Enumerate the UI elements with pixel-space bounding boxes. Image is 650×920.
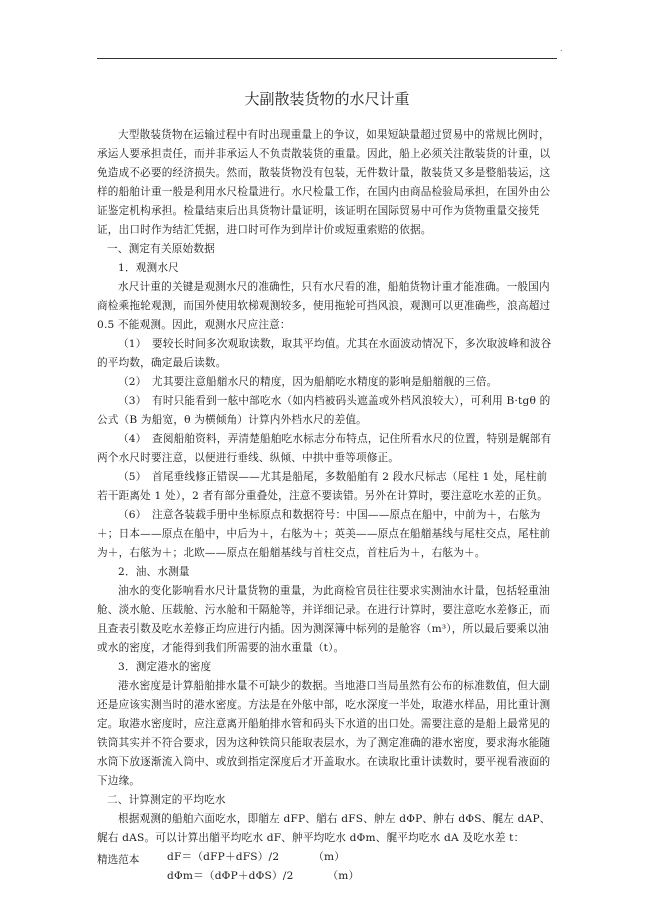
formula-2-unit: （m） — [327, 870, 360, 882]
paragraph-3: 港水密度是计算船舶排水量不可缺少的数据。当地港口当局虽然有公布的标准数值，但大副还是应该实测当时的港水密度。方法是在外舷中部，吃水深度一半处，取港水样品，用比重计测定。取港水密度时，应注意离开船舶排水管和码头下水道的出口处。需要注意的是船上最常见的铁筒其实并不符合要求，因为这种铁筒只能取表层水，为了测定准确的港水密度，要求海水能随水筒下放逐渐流入筒中、或放到指定深度后才开盖取水。在读取比重计读数时，要平视看液面的下边缘。 — [97, 680, 551, 787]
formula-1-expression: dF＝（dFP＋dFS）/2 — [167, 851, 280, 863]
section-heading-1: 一、测定有关原始数据 — [107, 243, 215, 255]
paragraph-1: 水尺计重的关键是观测水尺的准确性，只有水尺看的准，船舶货物计重才能准确。一般国内商检乘拖轮观测，而国外使用软梯观测较多，使用拖轮可挡风浪，观测可以更准确些，浪高超过 0.5 不能观测。因此，观测水尺应注意： — [97, 281, 551, 331]
subsection-heading-3: 3．测定港水的密度 — [118, 661, 212, 673]
paragraph-2: 油水的变化影响看水尺计量货物的重量，为此商检官员往往要求实测油水计量，包括轻重油舱、淡水舱、压载舱、污水舱和干隔舱等，并详细记录。在进行计算时，要注意吃水差修正，而且查表引数及吃水差修正均应进行内插。因为测深簿中标列的是舱容（m³），所以最后要乘以油或水的密度，才能得到我们所需要的油水重量（t）。 — [97, 585, 551, 654]
list-item-4: （4） 查阅船舶资料，弄清楚船舶吃水标志分布特点，记住所看水尺的位置，特别是艉部有两个水尺时要注意，以便进行垂线、纵倾、中拱中垂等项修正。 — [97, 433, 552, 464]
subsection-heading-2: 2．油、水测量 — [118, 566, 190, 578]
footer-text: 精选范本 — [97, 854, 140, 866]
header-rule — [97, 58, 557, 59]
formula-1 — [97, 848, 557, 867]
list-item-3: （3） 有时只能看到一舷中部吃水（如内档被码头遮盖或外档风浪较大），可利用 B·tgθ 的公式（B 为船宽，θ 为横倾角）计算内外档水尺的差值。 — [97, 395, 551, 426]
intro-paragraph: 大型散装货物在运输过程中有时出现重量上的争议，如果短缺量超过贸易中的常规比例时，承运人要承担责任，而并非承运人不负责散装货的重量。因此，船上必须关注散装货的计重，以免造成不必要的经济损失。然而，散装货物没有包装，无件数计量，散装货又多是整船装运，这样的船舶计重一般是利用水尺检量进行。水尺检量工作，在国内由商品检验局承担，在国外由公证鉴定机构承担。检量结束后出具货物计量证明，该证明在国际贸易中可作为货物重量交接凭证，出口时作为结汇凭据，进口时可作为到岸计价或短重索赔的依据。 — [97, 129, 551, 236]
document-body — [97, 126, 557, 886]
section-heading-2: 二、计算测定的平均吃水 — [107, 794, 226, 806]
subsection-heading-1: 1．观测水尺 — [118, 262, 179, 274]
formula-1-unit: （m） — [313, 851, 346, 863]
list-item-5: （5） 首尾垂线修正错误——尤其是船尾，多数船舶有 2 段水尺标志（尾柱 1 处，尾柱前若干距离处 1 处），2 者有部分重叠处，注意不要读错。另外在计算时，要注意吃水差的正负。 — [97, 471, 549, 502]
list-item-6: （6） 注意各装载手册中坐标原点和数据符号：中国——原点在船中，中前为＋，右舷为＋；日本——原点在船中，中后为＋，右舷为＋；英美——原点在船艏基线与尾柱交点，尾柱前为＋，右舷为＋；北欧——原点在船艏基线与首柱交点，首柱后为＋，右舷为＋。 — [97, 509, 551, 559]
list-item-1: （1） 要较长时间多次观取读数，取其平均值。尤其在水面波动情况下，多次取波峰和波谷的平均数，确定最后读数。 — [97, 338, 552, 369]
document-title: 大副散装货物的水尺计重 — [244, 90, 410, 108]
header-mark: . — [560, 44, 563, 53]
formula-2-expression: dΦm＝（dΦP＋dΦS）/2 — [167, 870, 294, 882]
list-item-2: （2） 尤其要注意船艏水尺的精度，因为船艄吃水精度的影响是船艏舰的三倍。 — [118, 376, 498, 388]
formula-2 — [97, 867, 557, 886]
paragraph-4: 根据观测的船舶六面吃水，即艏左 dFP、艏右 dFS、舯左 dΦP、舯右 dΦS、艉左 dAP、艉右 dAS。可以计算出艏平均吃水 dF、舯平均吃水 dΦm、艉平均吃水 dA 及吃水差 t： — [97, 813, 551, 844]
